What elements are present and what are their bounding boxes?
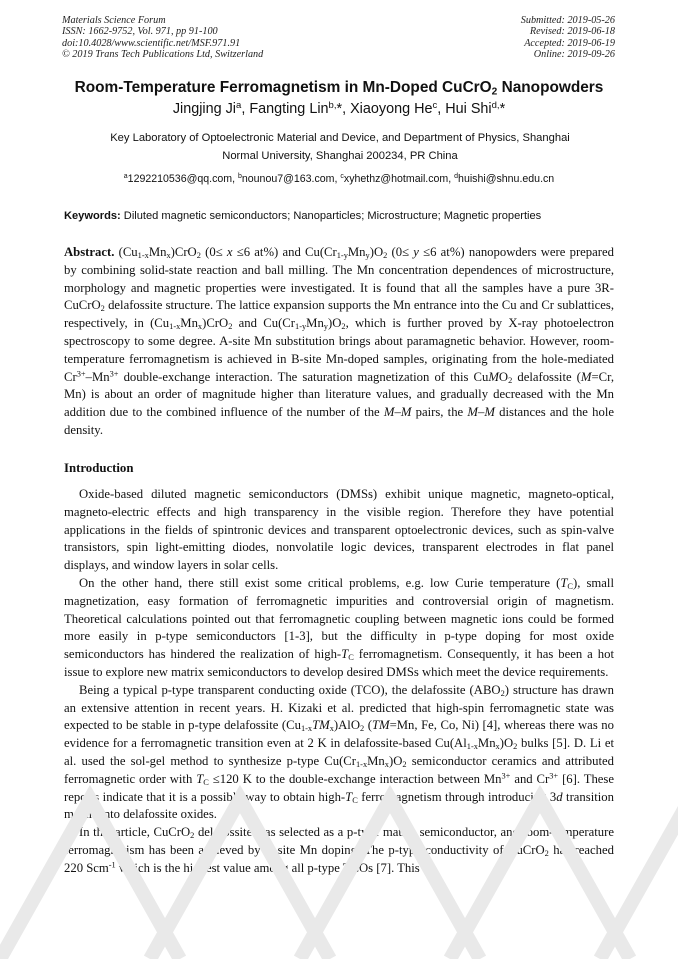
affiliation: Key Laboratory of Optoelectronic Material and Device, and Department of Physics, Shanghai Normal University, Shanghai 200234, PR China [110, 132, 570, 162]
email-link[interactable]: huishi@shnu.edu.cn [458, 173, 555, 185]
keywords: Keywords: Diluted magnetic semiconductors; Nanoparticles; Microstructure; Magnetic properties [64, 210, 542, 222]
email-link[interactable]: nounou7@163.com, [241, 173, 341, 185]
paragraph: In this article, CuCrO$_2$ delafossite was selected as a p-type matrix semiconductor, and room-temperature ferromagnetism has been achieved by B-site Mn doping. The p-type conductivity of CuCrO$_2$ has reached 220 Scm$^{-1}$ which is the highest value among all p-type TCOs [7]. This is [64, 825, 614, 875]
email-link[interactable]: 1292210536@qq.com, [127, 173, 238, 185]
author: Xiaoyong He [350, 101, 433, 117]
copyright-line: © 2019 Trans Tech Publications Ltd, Switzerland [62, 49, 264, 61]
author: Fangting Lin [249, 101, 329, 117]
publication-dates [521, 15, 615, 61]
paper-title: Room-Temperature Ferromagnetism in Mn-Doped CuCrO$_2$ Nanopowders [74, 79, 604, 98]
author: Hui Shi [445, 101, 492, 117]
revised-date: Revised: 2019-06-18 [529, 26, 615, 38]
author-emails: $^a$1292210536@qq.com, $^b$nounou7@163.com, $^c$xyhethz@hotmail.com, $^d$huishi@shnu.edu.cn [123, 173, 555, 185]
doi-line: doi:10.4028/www.scientific.net/MSF.971.91 [62, 37, 241, 49]
journal-name: Materials Science Forum [62, 15, 166, 26]
paragraph: On the other hand, there still exist some critical problems, e.g. low Curie temperature $(T_C)$, small magnetization, easy formation of ferromagnetic impurities and controversial origin of magnetism. Theoretical calculations pointed out that ferromagnetic coupling between magnetic ions could be formed more easily in p-type semiconductors [1-3], but the difficulty in p-type doping for most oxide semiconductors has hindered the realization of high-$T_C$ ferromagnetism. Consequently, it has been a hot issue to explore new matrix semiconductors to develop desired DMSs which meet the device requirements. [64, 575, 614, 679]
abstract-label: Abstract. [64, 245, 115, 259]
paragraph: Being a typical p-type transparent conducting oxide (TCO), the delafossite $(ABO_2)$ structure has drawn an extensive attention in recent years. H. Kizaki et al. predicted that high-spin ferromagnetic state was expected to be stable in p-type delafossite $(Cu_{1-x}TM_x)AlO_2$ (TM=Mn, Fe, Co, Ni) [4], whereas there was no evidence for a ferromagnetic transition even at 2 K in delafossite-based $Cu(Al_{1-x}Mn_x)O_2$ bulks [5]. D. Li et al. used the sol-gel method to synthesize p-type $Cu(Cr_{1-x}Mn_x)O_2$ semiconductor ceramics and attributed ferromagnetic order with $T_C \le 120$ K to the double-exchange interaction between $Mn^{3+}$ and $Cr^{3+}$ [6]. These reports indicate that it is a possible way to obtain high-$T_C$ ferromagnetism through introducing 3d transition metals into delafossite oxides. [64, 682, 615, 822]
issn-line: ISSN: 1662-9752, Vol. 971, pp 91-100 [62, 26, 218, 38]
accepted-date: Accepted: 2019-06-19 [524, 37, 615, 49]
paragraph: Oxide-based diluted magnetic semiconductors (DMSs) exhibit unique magnetic, magneto-optical, magneto-electric effects and high transparency in the visible region. Therefore they have potential applications in the fields of spintronic devices and transparent optoelectronic devices, such as spin-valve transistors, spin light-emitting diodes, nonvolatile logic devices, transparent electrodes in flat panel displays, and window layers in solar cells. [64, 487, 614, 573]
author: Jingjing Ji [172, 101, 237, 117]
journal-info [62, 15, 263, 61]
online-date: Online: 2019-09-26 [533, 49, 615, 61]
submitted-date: Submitted: 2019-05-26 [520, 15, 615, 26]
abstract: Abstract. $(Cu_{1-x}Mn_x)CrO_2$ (0≤ x ≤6 at%) and $Cu(Cr_{1-y}Mn_y)O_2$ (0≤ y ≤6 at%) nanopowders were prepared by combining solid-state reaction and ball milling. The Mn concentration dependences of microstructure, morphology and magnetic properties were investigated. It is found that all the samples have a pure 3R-CuCrO$_2$ delafossite structure. The lattice expansion supports the Mn entrance into the Cu and Cr sublattices, respectively, in $(Cu_{1-x}Mn_x)CrO_2$ and $Cu(Cr_{1-y}Mn_y)O_2$, which is further proved by X-ray photoelectron spectroscopy to some degree. A-site Mn substitution brings about paramagnetic behavior. However, room-temperature ferromagnetism is achieved in B-site Mn-doped samples, originating from the hole-mediated $Cr^{3+}-Mn^{3+}$ double-exchange interaction. The saturation magnetization of this CuMO$_2$ delafossite (M=Cr, Mn) is about an order of magnitude higher than literature values, and gradually decreased with the Mn addition due to the combined influence of the number of the M–M pairs, the M–M distances and the hole density. [64, 245, 615, 437]
introduction-body [64, 486, 614, 878]
author-list: Jingjing Ji$^a$, Fangting Lin$^{b,}$*, Xiaoyong He$^c$, Hui Shi$^{d,}$* [172, 99, 506, 117]
email-link[interactable]: xyhethz@hotmail.com, [343, 173, 455, 185]
keywords-label: Keywords: [64, 210, 121, 222]
section-heading-introduction: Introduction [64, 461, 134, 475]
